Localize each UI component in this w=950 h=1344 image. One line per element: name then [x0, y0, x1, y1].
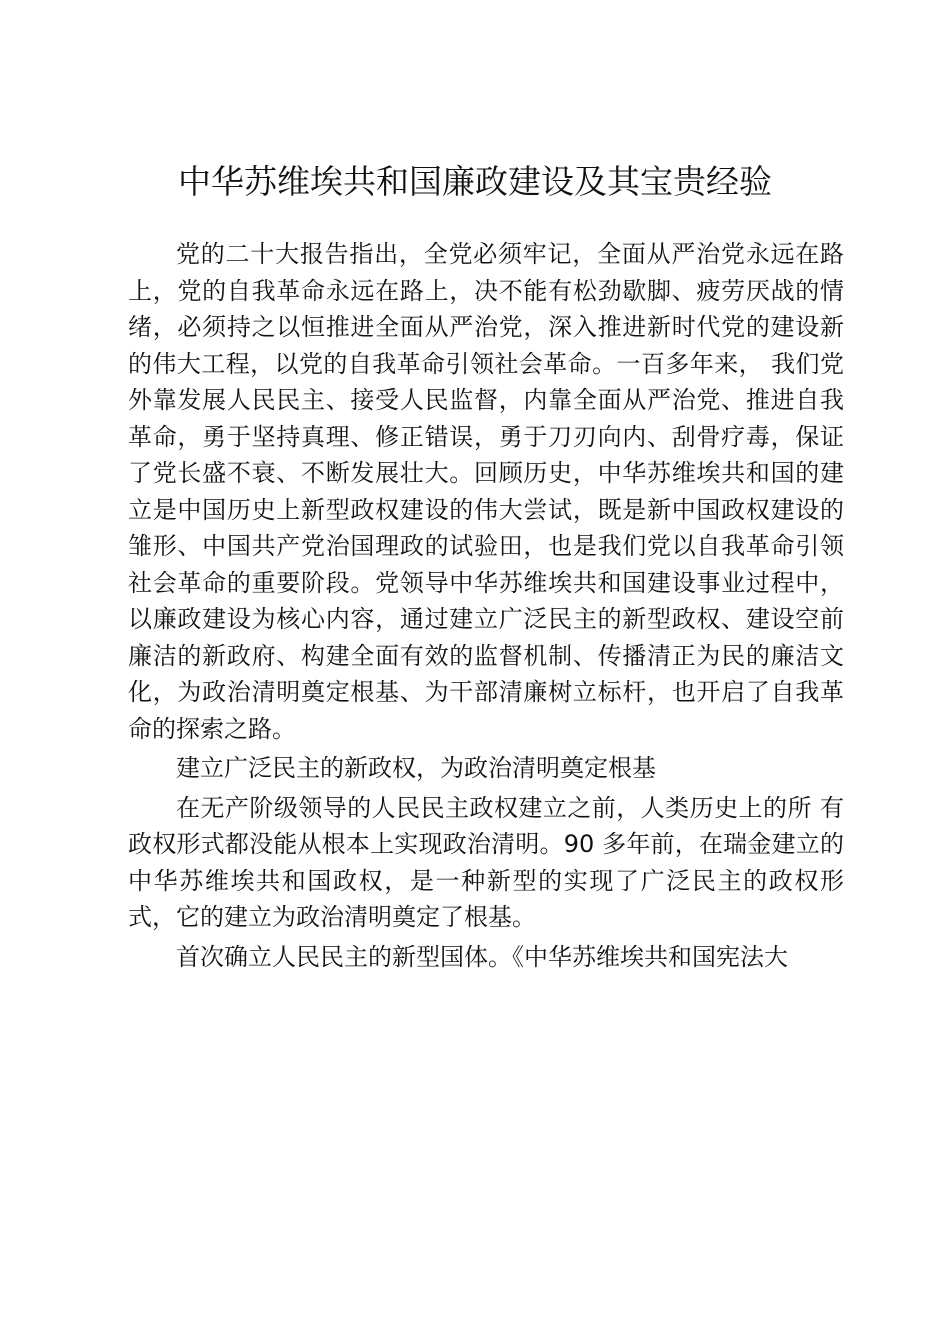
- document-body: [128, 236, 844, 975]
- paragraph-intro: 党的二十大报告指出，全党必须牢记，全面从严治党永远在路上，党的自我革命永远在路上，决不能有松劲歇脚、疲劳厌战的情绪，必须持之以恒推进全面从严治党，深入推进新时代党的建设新的伟大工程，以党的自我革命引领社会革命。一百多年来， 我们党外靠发展人民民主、接受人民监督，内靠全面从严治党、推进自我革命，勇于坚持真理、修正错误，勇于刀刃向内、刮骨疗毒，保证了党长盛不衰、不断发展壮大。回顾历史，中华苏维埃共和国的建立是中国历史上新型政权建设的伟大尝试，既是新中国政权建设的雏形、中国共产党治国理政的试验田，也是我们党以自我革命引领社会革命的重要阶段。党领导中华苏维埃共和国建设事业过程中，以廉政建设为核心内容，通过建立广泛民主的新型政权、建设空前廉洁的新政府、构建全面有效的监督机制、传播清正为民的廉洁文化，为政治清明奠定根基、为干部清廉树立标杆，也开启了自我革命的探索之路。: [128, 240, 844, 743]
- paragraph-state-system: 首次确立人民民主的新型国体。《中华苏维埃共和国宪法大: [176, 942, 788, 971]
- section-heading: 建立广泛民主的新政权，为政治清明奠定根基: [176, 754, 656, 782]
- document-title: 中华苏维埃共和国廉政建设及其宝贵经验: [178, 162, 772, 201]
- paragraph-political-history: 在无产阶级领导的人民民主政权建立之前，人类历史上的所 有政权形式都没能从根本上实现政治清明。90 多年前，在瑞金建立的中华苏维埃共和国政权，是一种新型的实现了广泛民主的政权形式，它的建立为政治清明奠定了根基。: [128, 793, 844, 931]
